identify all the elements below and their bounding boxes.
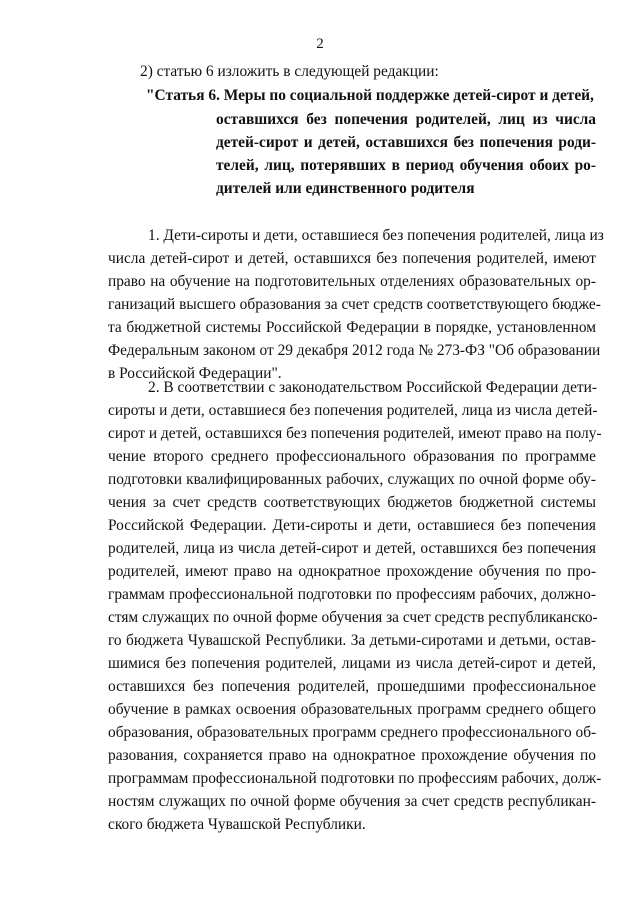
paragraph-2-line: разования, сохраняется право на однократное прохождение обучения по — [108, 747, 596, 764]
paragraph-1-line: Федеральным законом от 29 декабря 2012 года № 273-ФЗ "Об образовании — [108, 342, 601, 359]
paragraph-2-line: ского бюджета Чувашской Республики. — [108, 816, 366, 833]
paragraph-1-line: та бюджетной системы Российской Федерации в порядке, установленном — [108, 319, 596, 336]
page-number: 2 — [316, 36, 324, 52]
paragraph-2-line: родителей, имеют право на однократное прохождение обучения по про- — [108, 563, 596, 580]
paragraph-1-line: право на обучение на подготовительных отделениях образовательных ор- — [108, 273, 596, 290]
article-title-line-1: "Статья 6. Меры по социальной поддержке детей-сирот и детей, — [146, 87, 594, 104]
paragraph-2-line: Российской Федерации. Дети-сироты и дети, оставшиеся без попечения — [108, 517, 596, 534]
paragraph-2-line: чение второго среднего профессионального образования по программе — [108, 448, 596, 465]
paragraph-2-line: родителей, лица из числа детей-сирот и детей, оставшихся без попечения — [108, 540, 596, 557]
paragraph-2-line: граммам профессиональной подготовки по профессиям рабочих, должно- — [108, 586, 596, 603]
article-title-line-4: телей, лиц, потерявших в период обучения обоих ро- — [216, 157, 596, 174]
article-title-line-2: оставшихся без попечения родителей, лиц из числа — [216, 111, 596, 128]
paragraph-2-line: ностям служащих по очной форме обучения за счет средств республикан- — [108, 793, 596, 810]
paragraph-2-line: обучение в рамках освоения образовательных программ среднего общего — [108, 701, 596, 718]
paragraph-2-line: шимися без попечения родителей, лицами из числа детей-сирот и детей, — [108, 655, 596, 672]
paragraph-1-line: 1. Дети-сироты и дети, оставшиеся без попечения родителей, лица из — [148, 227, 604, 244]
paragraph-2-line: чения за счет средств соответствующих бюджетов бюджетной системы — [108, 494, 596, 511]
paragraph-2-line: сироты и дети, оставшиеся без попечения родителей, лица из числа детей- — [108, 402, 598, 419]
paragraph-2-line: подготовки квалифицированных рабочих, служащих по очной форме обу- — [108, 471, 596, 488]
paragraph-1-line: числа детей-сирот и детей, оставшихся без попечения родителей, имеют — [108, 250, 596, 267]
paragraph-2-line: программам профессиональной подготовки по профессиям рабочих, долж- — [108, 770, 602, 787]
paragraph-2-line: 2. В соответствии с законодательством Российской Федерации дети- — [148, 379, 597, 396]
paragraph-1-line: ганизаций высшего образования за счет средств соответствующего бюдже- — [108, 296, 601, 313]
paragraph-1-line: в Российской Федерации". — [108, 365, 282, 382]
article-title-line-5: дителей или единственного родителя — [216, 180, 475, 197]
paragraph-2-line: стям служащих по очной форме обучения за счет средств республиканско- — [108, 609, 598, 626]
paragraph-2-line: го бюджета Чувашской Республики. За детьми-сиротами и детьми, остав- — [108, 632, 596, 649]
paragraph-2-line: оставшихся без попечения родителей, прошедшими профессиональное — [108, 678, 596, 695]
amendment-intro: 2) статью 6 изложить в следующей редакции: — [140, 63, 439, 80]
paragraph-2-line: сирот и детей, оставшихся без попечения родителей, имеют право на полу- — [108, 425, 602, 442]
article-title-line-3: детей-сирот и детей, оставшихся без попечения роди- — [216, 134, 596, 151]
paragraph-2-line: образования, образовательных программ среднего профессионального об- — [108, 724, 597, 741]
